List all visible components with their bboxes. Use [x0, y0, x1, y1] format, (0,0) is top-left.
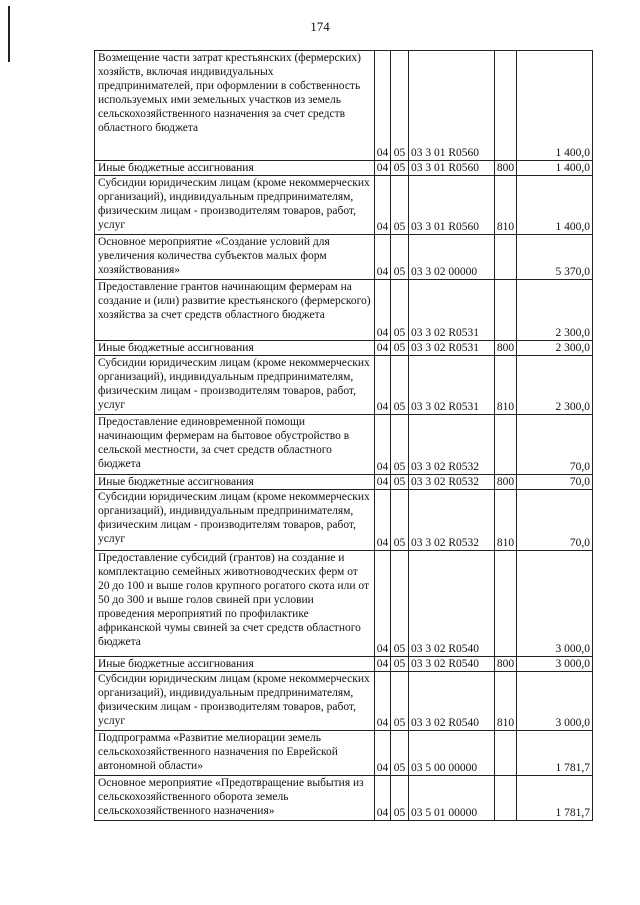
row-vr: 810 [495, 356, 517, 415]
row-vr [495, 776, 517, 821]
table-row [95, 176, 593, 235]
row-sum: 3 000,0 [517, 672, 593, 731]
row-vr [495, 280, 517, 341]
table-row [95, 356, 593, 415]
page-number: 174 [310, 19, 330, 34]
row-cs: 03 3 02 R0532 [409, 475, 495, 490]
row-name: Подпрограмма «Развитие мелиорации земель сельскохозяйственного назначения по Еврейской автономной области» [95, 731, 375, 776]
row-sum: 1 400,0 [517, 51, 593, 161]
row-name: Предоставление грантов начинающим фермерам на создание и (или) развитие крестьянского (фермерского) хозяйства за счет средств областного бюджета [95, 280, 375, 341]
row-vr [495, 51, 517, 161]
row-pr: 05 [391, 672, 409, 731]
row-sum: 3 000,0 [517, 657, 593, 672]
row-sum: 70,0 [517, 415, 593, 475]
row-sum: 5 370,0 [517, 235, 593, 280]
table-row [95, 341, 593, 356]
row-cs: 03 3 02 R0531 [409, 280, 495, 341]
table-row [95, 490, 593, 551]
row-cs: 03 3 02 R0531 [409, 341, 495, 356]
row-cs: 03 5 00 00000 [409, 731, 495, 776]
row-rz: 04 [375, 551, 391, 657]
row-rz: 04 [375, 657, 391, 672]
row-cs: 03 3 02 00000 [409, 235, 495, 280]
row-rz: 04 [375, 490, 391, 551]
row-name: Основное мероприятие «Создание условий для увеличения количества субъектов малых форм хозяйствования» [95, 235, 375, 280]
row-name: Предоставление единовременной помощи начинающим фермерам на бытовое обустройство в сельской местности, за счет средств областного бюджета [95, 415, 375, 475]
row-cs: 03 5 01 00000 [409, 776, 495, 821]
row-cs: 03 3 02 R0532 [409, 415, 495, 475]
row-vr: 800 [495, 475, 517, 490]
row-vr: 810 [495, 490, 517, 551]
row-sum: 70,0 [517, 490, 593, 551]
row-vr [495, 551, 517, 657]
row-rz: 04 [375, 176, 391, 235]
row-name: Основное мероприятие «Предотвращение выбытия из сельскохозяйственного оборота земель сельскохозяйственного назначения» [95, 776, 375, 821]
row-pr: 05 [391, 475, 409, 490]
row-sum: 2 300,0 [517, 280, 593, 341]
row-cs: 03 3 02 R0531 [409, 356, 495, 415]
row-cs: 03 3 01 R0560 [409, 161, 495, 176]
row-cs: 03 3 02 R0540 [409, 657, 495, 672]
row-pr: 05 [391, 235, 409, 280]
row-vr: 810 [495, 176, 517, 235]
row-vr: 800 [495, 341, 517, 356]
row-sum: 2 300,0 [517, 341, 593, 356]
row-vr [495, 415, 517, 475]
row-name: Субсидии юридическим лицам (кроме некоммерческих организаций), индивидуальным предпринимателям, физическим лицам - производителям товаров, работ, услуг [95, 356, 375, 415]
row-name: Иные бюджетные ассигнования [95, 657, 375, 672]
row-rz: 04 [375, 235, 391, 280]
row-sum: 1 781,7 [517, 731, 593, 776]
row-rz: 04 [375, 341, 391, 356]
row-vr [495, 731, 517, 776]
row-sum: 1 400,0 [517, 161, 593, 176]
row-sum: 1 781,7 [517, 776, 593, 821]
row-cs: 03 3 01 R0560 [409, 176, 495, 235]
row-name: Возмещение части затрат крестьянских (фермерских) хозяйств, включая индивидуальных предпринимателей, при оформлении в собственность используемых ими земельных участков из земель сельскохозяйственного назначения за счет средств областного бюджета [95, 51, 375, 161]
row-name: Субсидии юридическим лицам (кроме некоммерческих организаций), индивидуальным предпринимателям, физическим лицам - производителям товаров, работ, услуг [95, 672, 375, 731]
row-cs: 03 3 01 R0560 [409, 51, 495, 161]
row-name: Иные бюджетные ассигнования [95, 341, 375, 356]
row-name: Иные бюджетные ассигнования [95, 161, 375, 176]
row-rz: 04 [375, 415, 391, 475]
row-sum: 2 300,0 [517, 356, 593, 415]
row-rz: 04 [375, 672, 391, 731]
row-rz: 04 [375, 731, 391, 776]
table-row [95, 672, 593, 731]
row-sum: 3 000,0 [517, 551, 593, 657]
row-pr: 05 [391, 341, 409, 356]
row-cs: 03 3 02 R0532 [409, 490, 495, 551]
row-name: Субсидии юридическим лицам (кроме некоммерческих организаций), индивидуальным предпринимателям, физическим лицам - производителям товаров, работ, услуг [95, 176, 375, 235]
row-rz: 04 [375, 280, 391, 341]
row-name: Иные бюджетные ассигнования [95, 475, 375, 490]
row-name: Субсидии юридическим лицам (кроме некоммерческих организаций), индивидуальным предпринимателям, физическим лицам - производителям товаров, работ, услуг [95, 490, 375, 551]
row-pr: 05 [391, 356, 409, 415]
row-pr: 05 [391, 51, 409, 161]
budget-table [94, 50, 593, 821]
row-pr: 05 [391, 657, 409, 672]
row-vr: 800 [495, 161, 517, 176]
row-pr: 05 [391, 731, 409, 776]
table-row [95, 776, 593, 821]
row-pr: 05 [391, 415, 409, 475]
table-row [95, 161, 593, 176]
row-rz: 04 [375, 161, 391, 176]
table-row [95, 551, 593, 657]
table-row [95, 731, 593, 776]
table-row [95, 415, 593, 475]
row-rz: 04 [375, 475, 391, 490]
row-rz: 04 [375, 51, 391, 161]
row-vr: 810 [495, 672, 517, 731]
row-pr: 05 [391, 161, 409, 176]
row-cs: 03 3 02 R0540 [409, 551, 495, 657]
table-row [95, 235, 593, 280]
row-vr [495, 235, 517, 280]
row-name: Предоставление субсидий (грантов) на создание и комплектацию семейных животноводческих ферм от 20 до 100 и выше голов крупного рогатого скота или от 50 до 300 и выше голов свиней при условии проведения мероприятий по профилактике африканской чумы свиней за счет средств областного бюджета [95, 551, 375, 657]
row-pr: 05 [391, 776, 409, 821]
row-pr: 05 [391, 551, 409, 657]
row-pr: 05 [391, 490, 409, 551]
row-pr: 05 [391, 176, 409, 235]
row-sum: 70,0 [517, 475, 593, 490]
row-cs: 03 3 02 R0540 [409, 672, 495, 731]
row-sum: 1 400,0 [517, 176, 593, 235]
row-rz: 04 [375, 776, 391, 821]
table-row [95, 475, 593, 490]
row-vr: 800 [495, 657, 517, 672]
row-pr: 05 [391, 280, 409, 341]
table-row [95, 51, 593, 161]
table-row [95, 280, 593, 341]
row-rz: 04 [375, 356, 391, 415]
table-row [95, 657, 593, 672]
